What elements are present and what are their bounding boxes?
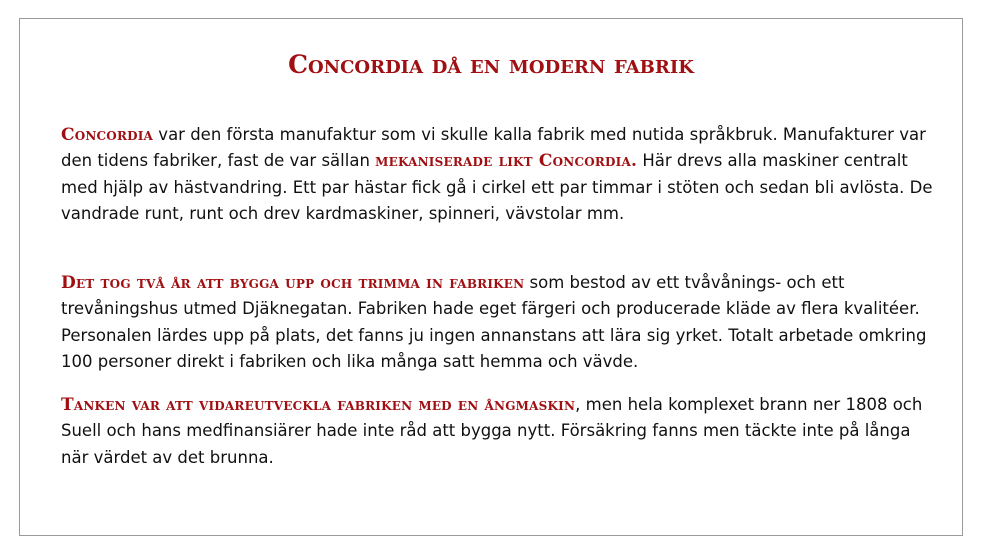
page-title: Concordia då en modern fabrik	[288, 50, 694, 79]
highlight-tanken: Tanken var att vidareutveckla fabriken med en ångmaskin	[61, 395, 576, 415]
paragraph-tanken	[61, 392, 941, 471]
highlight-det-tog: Det tog två år att bygga upp och trimma in fabriken	[61, 273, 525, 293]
paragraph-fabriken	[61, 270, 941, 375]
highlight-concordia: Concordia	[61, 125, 154, 145]
paragraph-text: som bestod av ett tvåvånings- och ett trevåningshus utmed Djäknegatan. Fabriken hade eget färgeri och producerade kläde av flera kvalitéer. Personalen lärdes upp på plats, det fanns ju ingen annanstans att lära sig yrket. Totalt arbetade omkring 100 personer direkt i fabriken och lika många satt hemma och vävde.	[61, 273, 927, 371]
paragraph-text: Här drevs alla maskiner centralt med hjälp av hästvandring. Ett par hästar fick gå i cirkel ett par timmar i stöten och sedan bli avlösta. De vandrade runt, runt och drev kardmaskiner, spinneri, vävstolar mm.	[61, 151, 933, 223]
paragraph-text: var den första manufaktur som vi skulle kalla fabrik med nutida språkbruk. Manufakturer var den tidens fabriker, fast de var sällan	[61, 125, 926, 171]
paragraph-text: , men hela komplexet brann ner 1808 och Suell och hans medfinansiärer hade inte råd att bygga nytt. Försäkring fanns men täckte inte på långa när värdet av det brunna.	[61, 395, 923, 467]
paragraph-concordia	[61, 122, 941, 227]
highlight-mekaniserade: mekaniserade likt Concordia.	[375, 151, 638, 172]
